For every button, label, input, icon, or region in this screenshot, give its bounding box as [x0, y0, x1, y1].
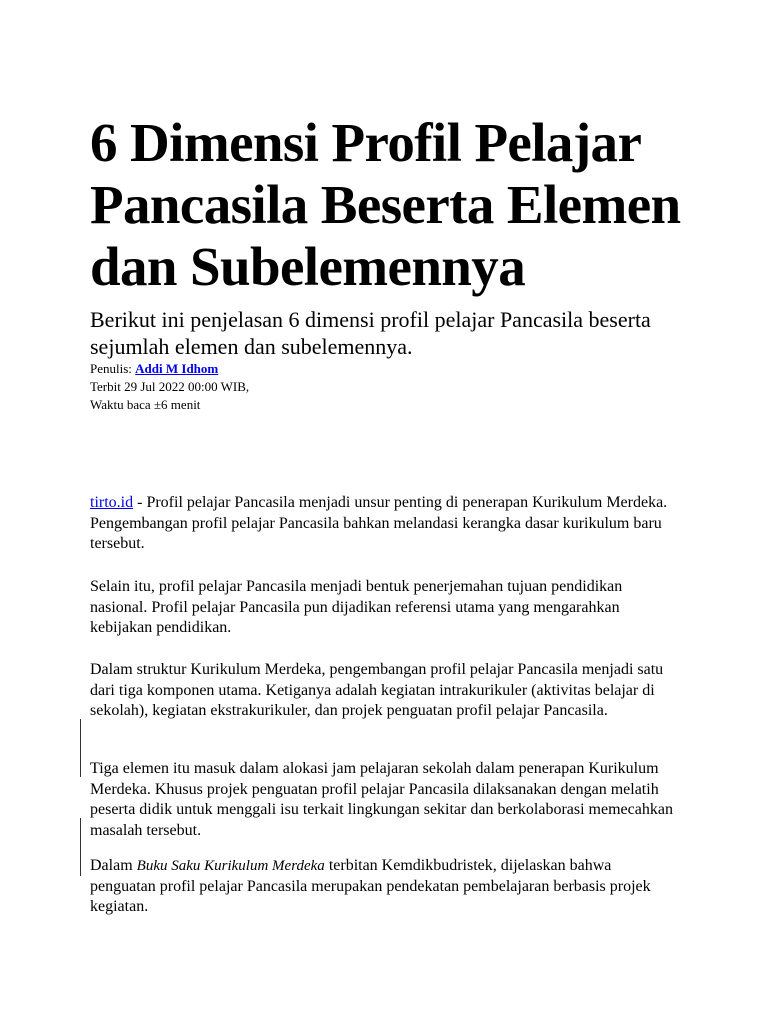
source-link[interactable]: tirto.id — [90, 494, 134, 511]
book-title: Buku Saku Kurikulum Merdeka — [136, 858, 325, 874]
article-title: 6 Dimensi Profil Pelajar Pancasila Beserta Elemen dan Subelemennya — [90, 112, 681, 297]
author-line — [90, 360, 249, 378]
paragraph-2: Selain itu, profil pelajar Pancasila menjadi bentuk penerjemahan tujuan pendidikan nasional. Profil pelajar Pancasila pun dijadikan referensi utama yang mengarahkan kebijakan pendidikan. — [90, 578, 623, 636]
article-subtitle: Berikut ini penjelasan 6 dimensi profil pelajar Pancasila beserta sejumlah elemen dan subelemennya. — [90, 307, 651, 359]
paragraph-5 — [90, 856, 680, 918]
paragraph-1 — [90, 493, 680, 555]
paragraph-5-prefix: Dalam — [90, 857, 137, 874]
read-time: Waktu baca ±6 menit — [90, 397, 201, 412]
paragraph-3: Dalam struktur Kurikulum Merdeka, pengembangan profil pelajar Pancasila menjadi satu dari tiga komponen utama. Ketiganya adalah kegiatan intrakurikuler (aktivitas belajar di sekolah), kegiatan ekstrakurikuler, dan projek penguatan profil pelajar Pancasila. — [90, 661, 664, 719]
margin-marker — [80, 818, 81, 876]
author-label: Penulis: — [90, 361, 132, 376]
publish-date: Terbit 29 Jul 2022 00:00 WIB, — [90, 379, 250, 394]
author-link[interactable]: Addi M Idhom — [135, 361, 219, 376]
paragraph-5-suffix: terbitan Kemdikbudristek, dijelaskan bahwa penguatan profil pelajar Pancasila merupakan pendekatan pembelajaran berbasis projek kegiatan. — [90, 857, 651, 915]
paragraph-1-text: - Profil pelajar Pancasila menjadi unsur penting di penerapan Kurikulum Merdeka. Pengembangan profil pelajar Pancasila bahkan melandasi kerangka dasar kurikulum baru tersebut. — [90, 494, 668, 552]
paragraph-4: Tiga elemen itu masuk dalam alokasi jam pelajaran sekolah dalam penerapan Kurikulum Merdeka. Khusus projek penguatan profil pelajar Pancasila dilaksanakan dengan melatih peserta didik untuk menggali isu terkait lingkungan sekitar dan berkolaborasi memecahkan masalah tersebut. — [90, 760, 673, 839]
margin-marker — [80, 719, 81, 777]
article-meta — [90, 360, 249, 414]
